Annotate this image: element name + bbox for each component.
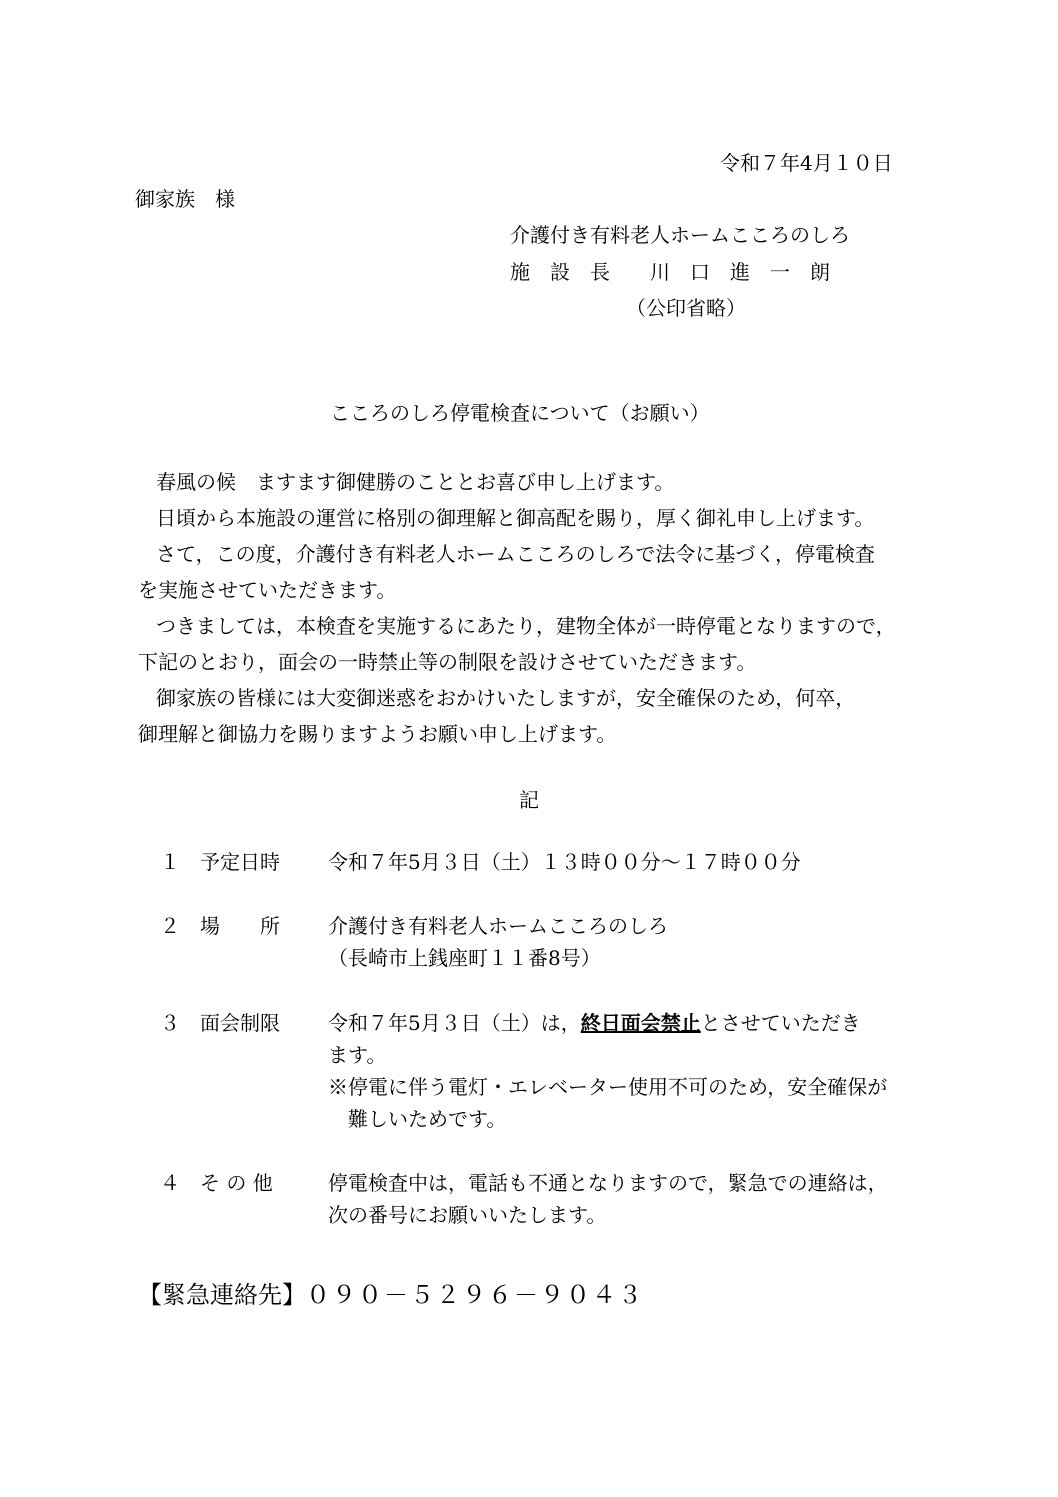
item-number: ４ bbox=[160, 1171, 180, 1195]
body-line: を実施させていただきます。 bbox=[138, 578, 397, 602]
item-label: そ の 他 bbox=[200, 1171, 273, 1195]
body-line: つきましては，本検査を実施するにあたり，建物全体が一時停電となりますので， bbox=[156, 614, 896, 638]
item-number: ２ bbox=[160, 914, 180, 938]
item-text-suffix: とさせていただき bbox=[700, 1011, 861, 1035]
item-text: 停電検査中は，電話も不通となりますので，緊急での連絡は， bbox=[328, 1171, 888, 1195]
sender-title-name: 施 設 長 川 口 進 一 朗 bbox=[510, 260, 830, 284]
item-note: ※停電に伴う電灯・エレベーター使用不可のため，安全確保が bbox=[328, 1075, 888, 1099]
ki-heading: 記 bbox=[519, 788, 539, 812]
emergency-label: 【緊急連絡先】 bbox=[138, 1281, 306, 1309]
emergency-phone-number: ０９０－５２９６－９０４３ bbox=[306, 1281, 644, 1309]
item-text-prefix: 令和７年5月３日（土）は， bbox=[328, 1011, 581, 1035]
item-text: 令和７年5月３日（土）１３時００分～１７時００分 bbox=[328, 850, 801, 874]
addressee: 御家族 様 bbox=[135, 187, 235, 211]
item-number: １ bbox=[160, 850, 180, 874]
emphasis-no-visits: 終日面会禁止 bbox=[580, 1011, 701, 1035]
item-number: ３ bbox=[160, 1011, 180, 1035]
subject-title: こころのしろ停電検査について（お願い） bbox=[330, 401, 710, 425]
item-text: 次の番号にお願いいたします。 bbox=[328, 1203, 607, 1227]
body-line: 日頃から本施設の運営に格別の御理解と御高配を賜り，厚く御礼申し上げます。 bbox=[156, 506, 875, 530]
document-date: 令和７年4月１０日 bbox=[720, 151, 893, 175]
item-label: 場 所 bbox=[200, 914, 280, 938]
item-text-line bbox=[328, 1013, 861, 1033]
body-line: 春風の候 ますます御健勝のこととお喜び申し上げます。 bbox=[156, 470, 675, 494]
seal-note: （公印省略） bbox=[626, 296, 746, 320]
item-label: 面会制限 bbox=[200, 1011, 280, 1035]
item-text: ます。 bbox=[328, 1043, 387, 1067]
item-text: （長崎市上銭座町１１番8号） bbox=[328, 946, 601, 970]
sender-organization: 介護付き有料老人ホームこころのしろ bbox=[510, 223, 850, 247]
emergency-contact bbox=[138, 1283, 644, 1307]
body-line: 下記のとおり，面会の一時禁止等の制限を設けさせていただきます。 bbox=[138, 650, 757, 674]
item-label: 予定日時 bbox=[200, 850, 280, 874]
body-line: 御家族の皆様には大変御迷惑をおかけいたしますが，安全確保のため，何卒， bbox=[156, 686, 856, 710]
body-line: さて，この度，介護付き有料老人ホームこころのしろで法令に基づく，停電検査 bbox=[156, 542, 875, 566]
item-note: 難しいためです。 bbox=[328, 1107, 507, 1131]
item-text: 介護付き有料老人ホームこころのしろ bbox=[328, 914, 668, 938]
body-line: 御理解と御協力を賜りますようお願い申し上げます。 bbox=[138, 722, 617, 746]
